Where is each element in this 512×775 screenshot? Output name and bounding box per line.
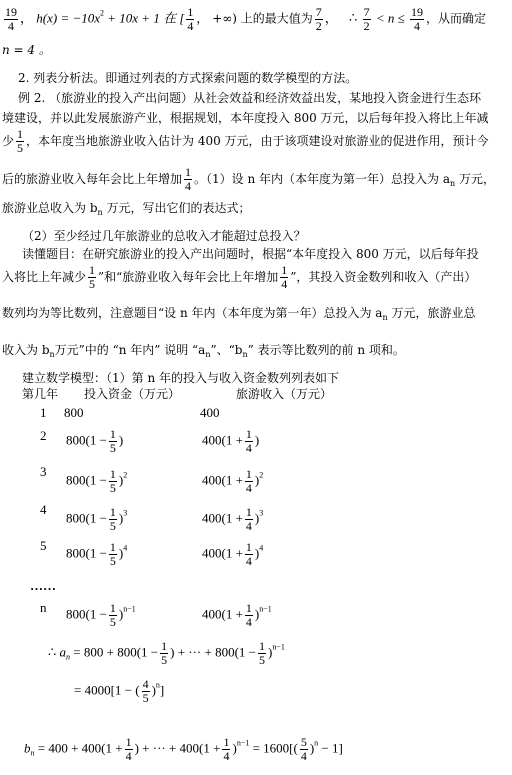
row-n-year: n: [40, 600, 47, 615]
example-line-1: 例 2. （旅游业的投入产出问题）从社会效益和经济效益出发，某地投入资金进行生态环: [18, 91, 482, 105]
model-title: 建立数学模型：（1）第 n 年的投入与收入资金数列列表如下: [22, 371, 339, 385]
row-5-invest: 800(1 − $\frac{1}{5}$ )$^4$: [66, 540, 128, 568]
row-1-year: 1: [40, 405, 47, 420]
formula-b: $b_n = 400 + 400(1$ + $\frac{1}{4}$ ) + ··· + 400(1 + $\frac{1}{4}$ )$^{n-1}$ = 1600[( $\frac{5}{4}$ )$^n$ − 1]: [24, 735, 343, 763]
read-line-4: 收入为 $b_n$万元”中的 “n 年内” 说明 “$a_n$”、“$b_n$” 表示等比数列的前 n 项和。: [2, 343, 405, 359]
example-line-3: 少 $\frac{1}{5}$ ，本年度当地旅游业收入估计为 400 万元，由于该项建设对旅游业的促进作用，预计今: [2, 127, 489, 155]
row-3-invest: 800(1 − $\frac{1}{5}$ )$^2$: [66, 467, 128, 495]
line-2: n = 4 。: [2, 43, 51, 57]
fraction: $\frac{1}{4}$: [187, 5, 194, 33]
formula-a: ∴ $a_n = 800 + 800(1$ − $\frac{1}{5}$ ) + ··· + 800(1 − $\frac{1}{5}$ )$^{n-1}$: [48, 639, 285, 667]
question-2: （2）至少经过几年旅游业的总收入才能超过总投入？: [22, 229, 306, 243]
fraction: $\frac{19}{4}$: [410, 5, 423, 33]
ellipsis: ……: [30, 578, 56, 593]
row-n-income: 400(1 + $\frac{1}{4}$ )$^{n-1}$: [202, 601, 272, 629]
row-2-income: 400(1 + $\frac{1}{4}$ ): [202, 427, 260, 455]
fraction: $\frac{19}{4}$: [5, 5, 17, 33]
fraction: $\frac{7}{2}$: [363, 5, 370, 33]
header-income: 旅游收入（万元）: [236, 387, 333, 401]
row-4-income: 400(1 + $\frac{1}{4}$ )$^3$: [202, 505, 264, 533]
read-line-2: 入将比上年减少 $\frac{1}{5}$ ”和“旅游业收入每年会比上年增加 $\frac{1}{4}$ ”，其投入资金数列和收入（产出）: [2, 263, 477, 291]
row-3-income: 400(1 + $\frac{1}{4}$ )$^2$: [202, 467, 264, 495]
row-4-year: 4: [40, 502, 47, 517]
header-invest: 投入资金（万元）: [84, 387, 181, 401]
fraction: $\frac{1}{4}$: [185, 165, 192, 193]
read-line-3: 数列均为等比数列，注意题目“设 n 年内（本年度为第一年）总投入为 $a_n$ 万元，旅游业总: [2, 306, 476, 322]
row-3-year: 3: [40, 464, 47, 479]
header-year: 第几年: [22, 387, 59, 401]
example-line-2: 境建设，并以此发展旅游产业，根据规划，本年度投入 800 万元，以后每年投入将比上年减: [2, 111, 489, 125]
formula-a-2: = 4000[1 − ( $\frac{4}{5}$ )$^n$]: [74, 677, 165, 705]
example-line-5: 旅游业总收入为 $b_n$ 万元，写出它们的表达式；: [2, 201, 251, 217]
fraction: $\frac{1}{5}$: [89, 263, 96, 291]
fraction: $\frac{1}{5}$: [17, 127, 24, 155]
read-line-1: 读懂题目：在研究旅游业的投入产出问题时，根据“本年度投入 800 万元，以后每年投: [22, 247, 479, 261]
row-1-invest: 800: [64, 405, 84, 420]
fraction: $\frac{1}{4}$: [281, 263, 288, 291]
row-2-invest: 800(1 − $\frac{1}{5}$ ): [66, 427, 124, 455]
row-4-invest: 800(1 − $\frac{1}{5}$ )$^3$: [66, 505, 128, 533]
line-1: $\frac{19}{4}$ ， $h(x) = -10x^2 + 10x + 1$ 在 [ $\frac{1}{4}$ ， +∞) 上的最大值为 $\frac{7}{2}$ ， ∴ $\frac{7}{2}$ < n ≤ $\frac{19}{4}$ ，从而确定: [5, 5, 486, 33]
row-5-year: 5: [40, 538, 47, 553]
row-5-income: 400(1 + $\frac{1}{4}$ )$^4$: [202, 540, 264, 568]
fraction: $\frac{7}{2}$: [315, 5, 322, 33]
row-1-income: 400: [200, 405, 220, 420]
row-2-year: 2: [40, 428, 47, 443]
section-title: 2. 列表分析法。即通过列表的方式探索问题的数学模型的方法。: [18, 71, 358, 85]
example-line-4: 后的旅游业收入每年会比上年增加 $\frac{1}{4}$ 。（1）设 n 年内（本年度为第一年）总投入为 $a_n$ 万元，: [2, 165, 495, 193]
row-n-invest: 800(1 − $\frac{1}{5}$ )$^{n-1}$: [66, 601, 136, 629]
